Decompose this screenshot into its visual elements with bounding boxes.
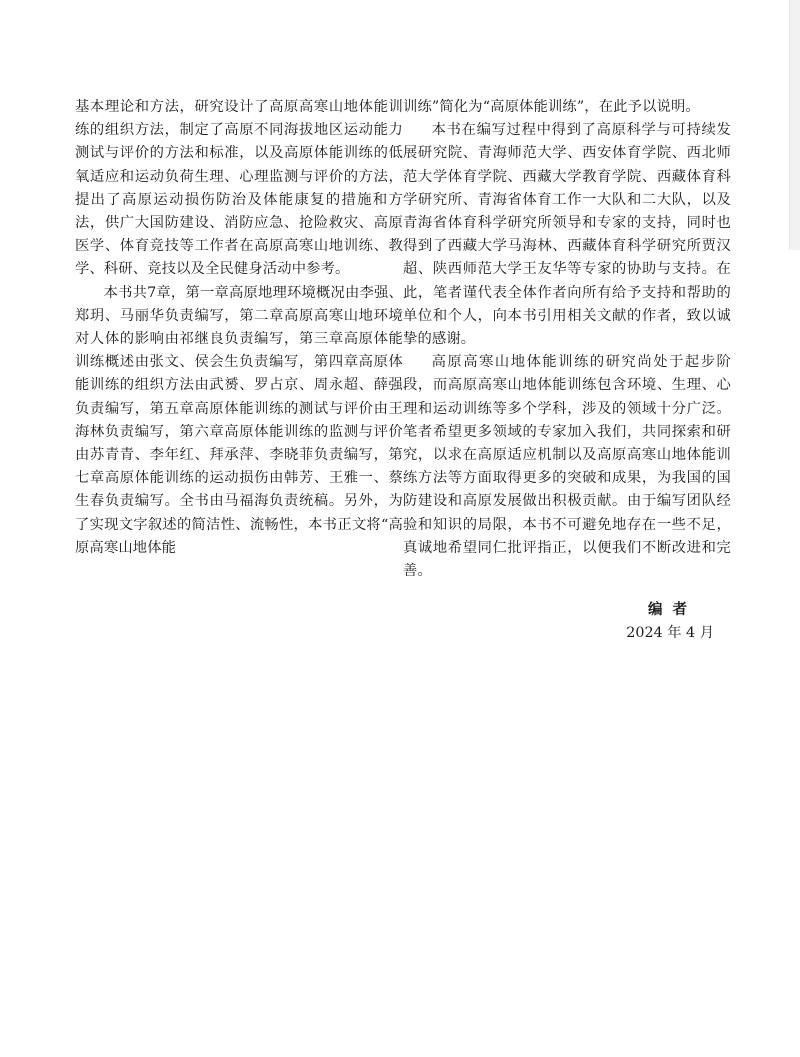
paragraph-continuation-note: 训练”简化为“高原体能训练”，在此予以说明。	[403, 99, 700, 115]
paragraph-continuation: 基本理论和方法，研究设计了高原高寒山地体能训练的组织方法，制定了高原不同海拔地区运动能力测试与评价的方法和标准，以及高原体能训练的低氧适应和运动负荷生理、心理监测与评价的方法，提出了高原运动损伤防治及体能康复的措施和方法，供广大国防建设、消防应急、抢险救灾、高原医学、体育竞技等工作者在高原高寒山地训练、教学、科研、竞技以及全民健身活动中参考。	[75, 99, 403, 278]
left-column	[75, 96, 403, 560]
right-column	[403, 96, 731, 583]
page-edge-shadow	[789, 0, 800, 250]
paragraph-chapter-authors: 本书共7章，第一章高原地理环境概况由李强、郑玥、马丽华负责编写，第二章高原高寒山地环境对人体的影响由祁继良负责编写，第三章高原体能训练概述由张文、侯会生负责编写，第四章高原体能训练的组织方法由武赟、罗占京、周永超、薛强负责编写，第五章高原体能训练的测试与评价由王海林负责编写，第六章高原体能训练的监测与评价由苏青青、李年红、拜承萍、李晓菲负责编写，第七章高原体能训练的运动损伤由韩芳、王雅一、蔡生春负责编写。全书由马福海负责统稿。另外，为了实现文字叙述的简洁性、流畅性，本书正文将“高原高寒山地体能	[75, 284, 403, 556]
signature-author: 编者	[648, 602, 697, 618]
paragraph-acknowledgements: 本书在编写过程中得到了高原科学与可持续发展研究院、青海师范大学、西安体育学院、西北师范大学体育学院、西藏大学教育学院、西藏体育科学研究所、青海省体育工作一大队和二大队，以及青海省体育科学研究所领导和专家的支持，同时也得到了西藏大学马海林、西藏体育科学研究所贾汉超、陕西师范大学王友华等专家的协助与支持。在此，笔者谨代表全体作者向所有给予支持和帮助的单位和个人，向本书引用相关文献的作者，致以诚挚的感谢。	[403, 122, 731, 348]
paragraph-closing: 高原高寒山地体能训练的研究尚处于起步阶段，而高原高寒山地体能训练包含环境、生理、心理和运动训练等多个学科，涉及的领域十分广泛。笔者希望更多领域的专家加入我们，共同探索和研究，以求在高原适应机制以及高原高寒山地体能训练方法等方面取得更多的突破和成果，为我国的国防建设和高原发展做出积极贡献。由于编写团队经验和知识的局限，本书不可避免地存在一些不足，真诚地希望同仁批评指正，以便我们不断改进和完善。	[403, 354, 731, 580]
signature-date: 2024 年 4 月	[626, 625, 714, 641]
